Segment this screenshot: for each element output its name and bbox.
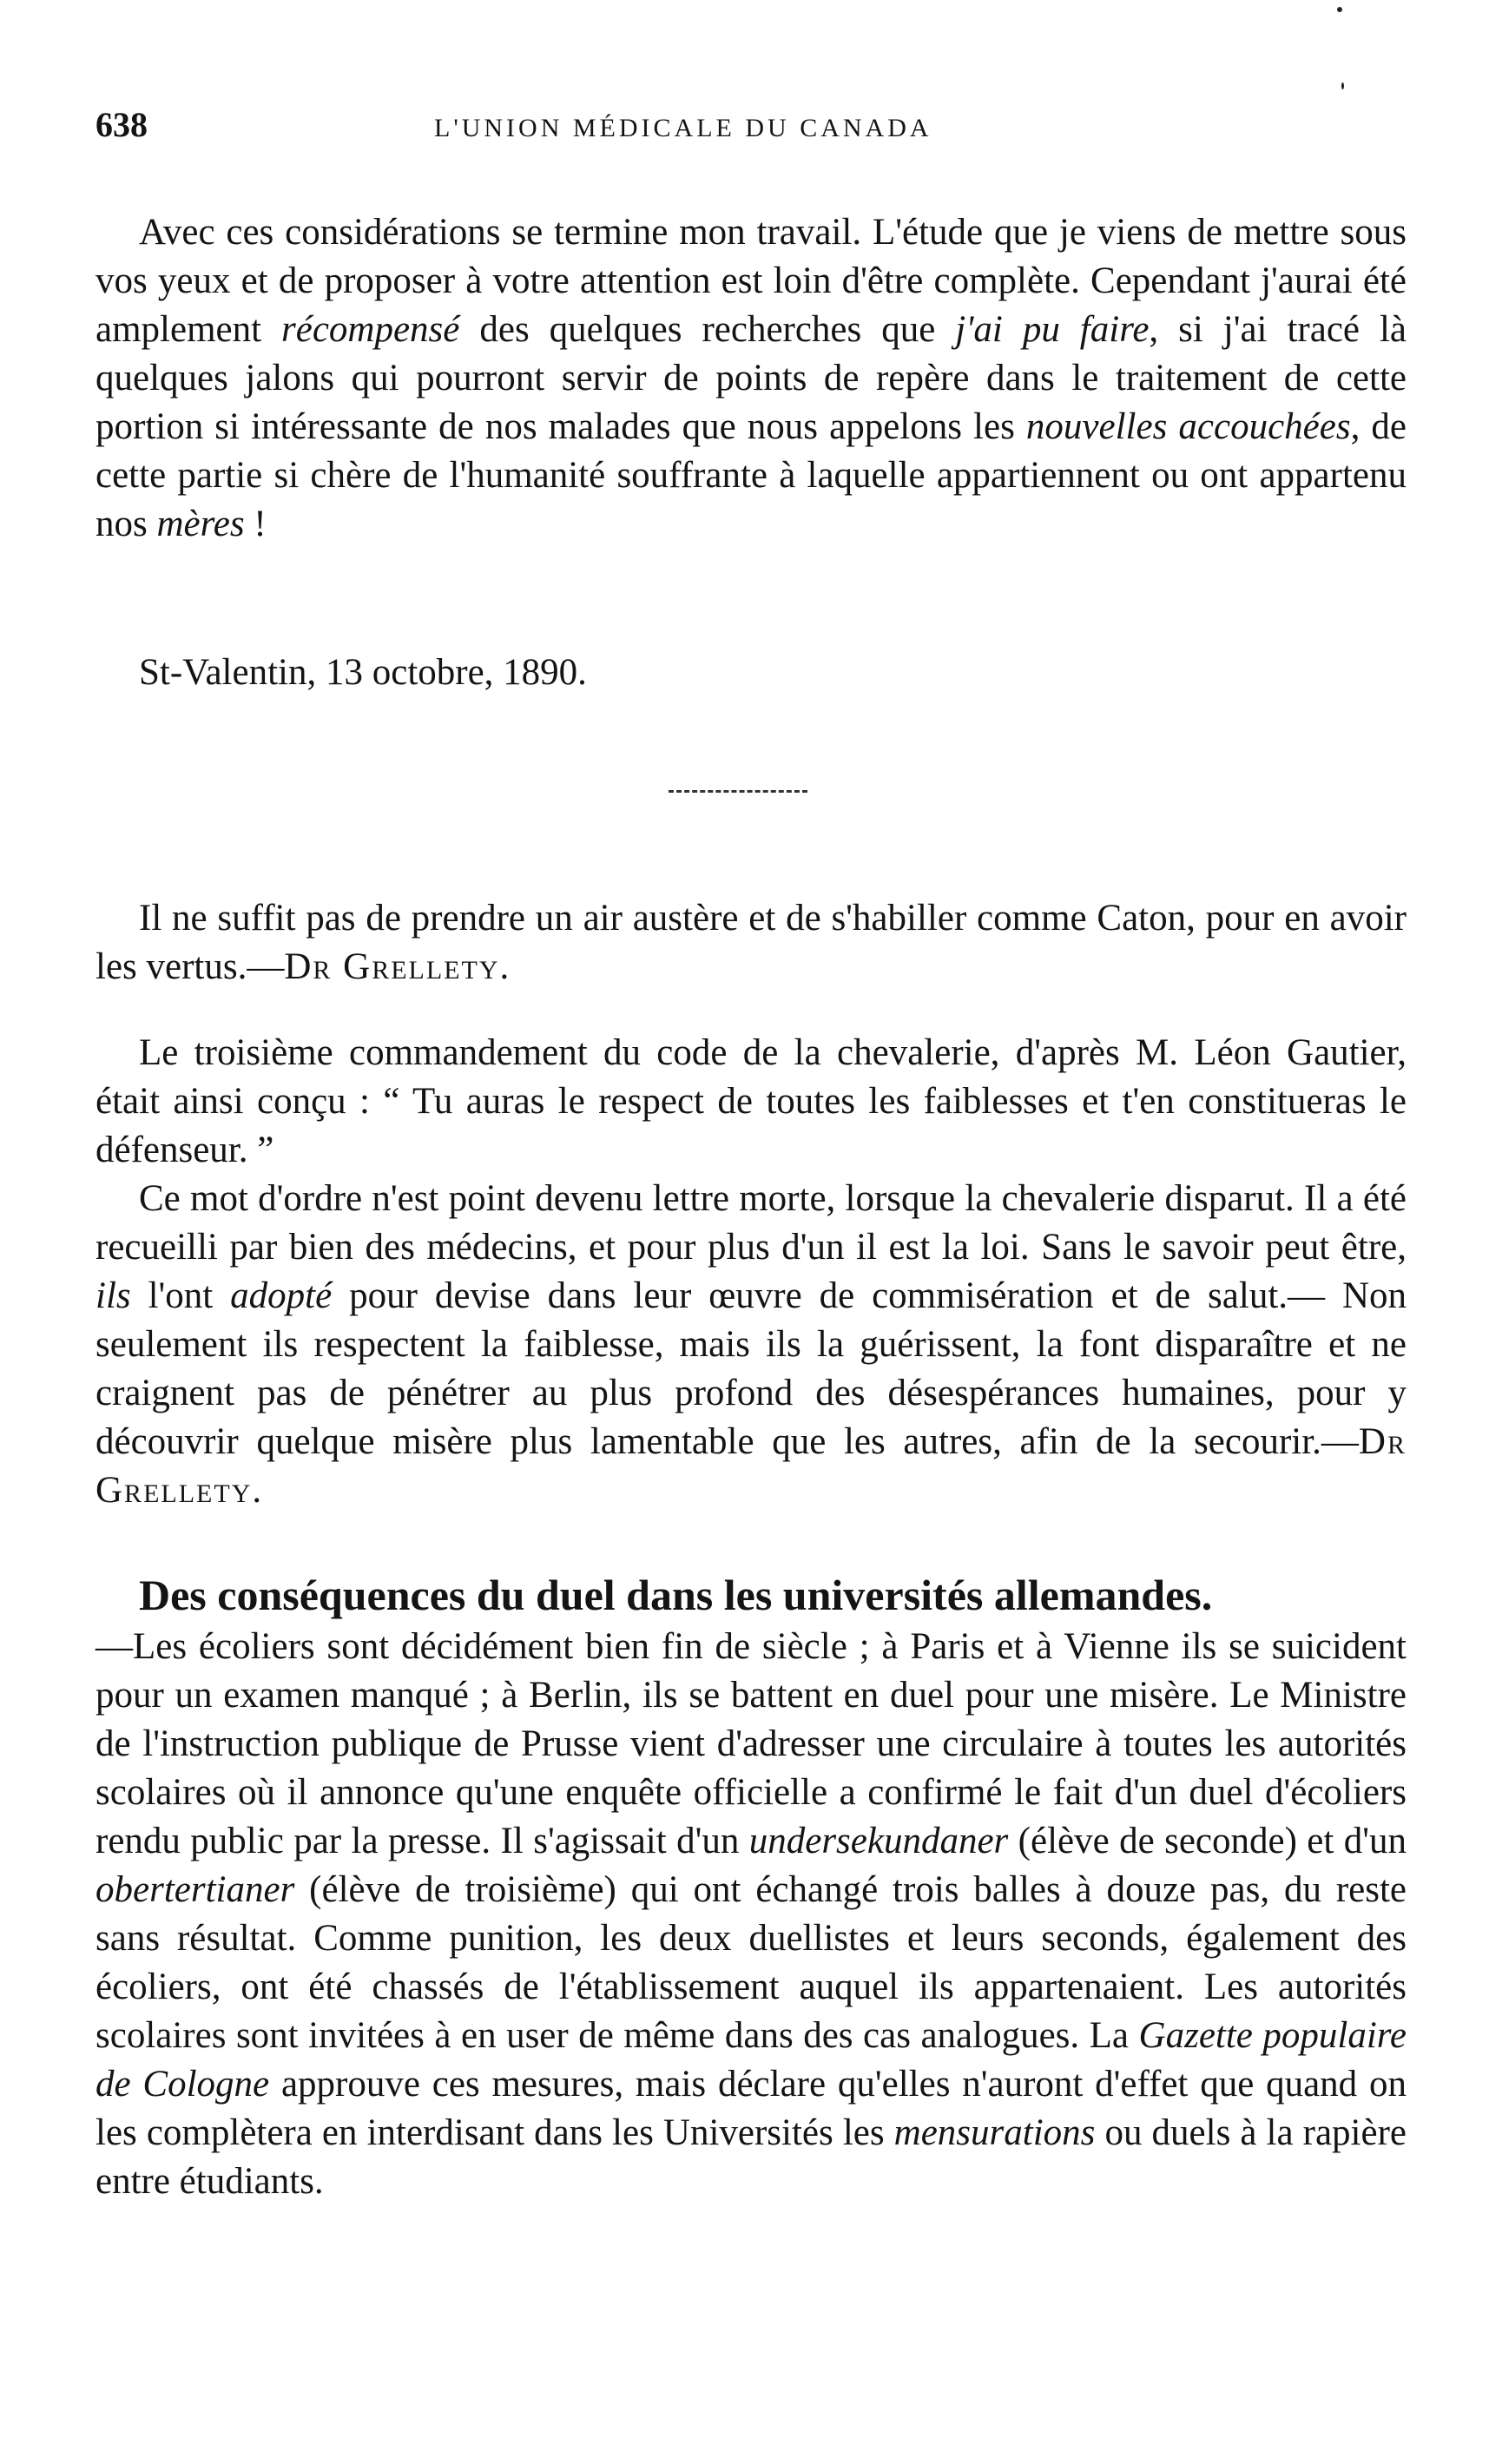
italic-run: mensurations [893, 2112, 1096, 2153]
quote-author: Dr Grellety. [284, 946, 511, 987]
text-run: approuve ces mesures, mais déclare qu'elles n'auront d'effet que quand on les complètera en interdisant dans les Universités les [96, 2064, 1407, 2153]
text-run: Ce mot d'ordre n'est point devenu lettre morte, lorsque la chevalerie disparut. Il a été recueilli par bien des médecins, et pour plus d'un il est la loi. Sans le savoir peut être, [96, 1178, 1407, 1268]
italic-run: obertertianer [96, 1869, 295, 1910]
page [96, 104, 1407, 2448]
page-number: 638 [96, 105, 148, 144]
text-run: Le troisième commandement du code de la chevalerie, d'après M. Léon Gautier, était ainsi conçu : “ Tu auras le respect de toutes les faiblesses et t'en constitueras le défenseur. ” [96, 1032, 1407, 1170]
quote-caton [96, 894, 1407, 992]
quote-paragraph [96, 894, 1407, 992]
italic-run: nouvelles accouchées [1025, 406, 1351, 447]
text-run: , si j'ai tracé là quelques jalons qui pourront servir de points de repère dans le traitement de cette portion si intéressante de nos malades que nous appelons les [96, 309, 1407, 447]
italic-run: ils [96, 1275, 131, 1316]
text-run: des quelques recherches que [459, 309, 956, 350]
article-title: Des conséquences du duel dans les universités allemandes. [139, 1571, 1213, 1619]
page-header [96, 104, 1407, 174]
dateline: St-Valentin, 13 octobre, 1890. [139, 652, 587, 693]
text-run: l'ont [130, 1275, 231, 1316]
ink-speck [1337, 7, 1342, 12]
quote-paragraph [96, 1029, 1407, 1175]
text-run: ! [244, 504, 267, 544]
article-duel [96, 1567, 1407, 2206]
italic-run: adopté [230, 1275, 333, 1316]
text-run: Il ne suffit pas de prendre un air austère et de s'habiller comme Caton, pour en avoir les vertus.— [96, 898, 1407, 987]
article-body [96, 1623, 1407, 2206]
conclusion-paragraph [96, 208, 1407, 549]
text-run: ou duels à la rapière entre étudiants. [96, 2112, 1407, 2202]
conclusion-block [96, 208, 1407, 549]
italic-run: mères [156, 504, 245, 544]
section-separator [669, 790, 807, 793]
italic-run: récompensé [281, 309, 460, 350]
quote-paragraph [96, 1175, 1407, 1515]
quote-chevalerie [96, 1029, 1407, 1515]
text-run: —Les écoliers sont décidément bien fin de siècle ; à Paris et à Vienne ils se suicident pour un examen manqué ; à Berlin, ils se battent en duel pour une misère. Le Ministre de l'instruction publique de Prusse vient d'adresser une circulaire à toutes les autorités scolaires où il annonce qu'une enquête officielle a confirmé le fait d'un duel d'écoliers rendu public par la presse. Il s'agissait d'un [96, 1626, 1407, 1861]
text-run: (élève de troisième) qui ont échangé trois balles à douze pas, du reste sans résultat. Comme punition, les deux duellistes et leurs seconds, également des écoliers, ont été chassés de l'établissement auquel ils appartenaient. Les autorités scolaires sont invitées à en user de même dans des cas analogues. La [96, 1869, 1407, 2056]
quote-author: Dr Grellety. [96, 1421, 1407, 1511]
running-title: L'UNION MÉDICALE DU CANADA [434, 114, 932, 142]
text-run: (élève de seconde) et d'un [1008, 1821, 1407, 1861]
text-run: , de cette partie si chère de l'humanité souffrante à laquelle appartiennent ou ont appartenu nos [96, 406, 1407, 544]
italic-run: undersekundaner [748, 1821, 1009, 1861]
text-run: pour devise dans leur œuvre de commisération et de salut.— Non seulement ils respectent la faiblesse, mais ils la guérissent, la font disparaître et ne craignent pas de pénétrer au plus profond des désespérances humaines, pour y découvrir quelque misère plus lamentable que les autres, afin de la secourir.— [96, 1275, 1407, 1462]
italic-run: Gazette populaire de Cologne [96, 2015, 1407, 2105]
text-run: Avec ces considérations se termine mon travail. L'étude que je viens de mettre sous vos yeux et de proposer à votre attention est loin d'être complète. Cependant j'aurai été amplement [96, 212, 1407, 350]
ink-speck [1341, 82, 1344, 89]
italic-run: j'ai pu faire [955, 309, 1150, 350]
